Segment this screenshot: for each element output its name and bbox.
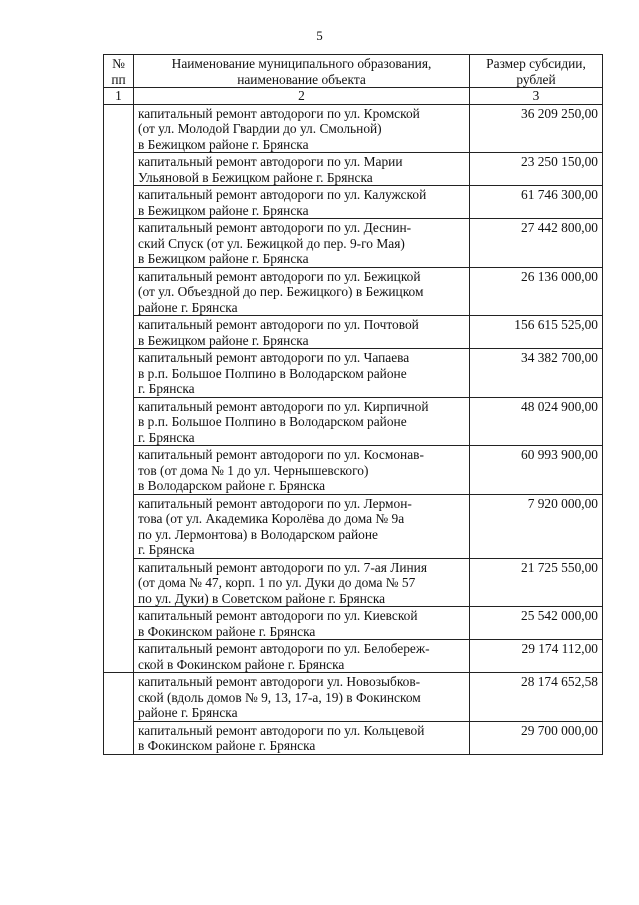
subsidy-amount-cell: 156 615 525,00 (470, 316, 603, 349)
object-name-line: капитальный ремонт автодороги ул. Новозыбков- (138, 674, 421, 689)
header-amount-line: рублей (516, 71, 556, 87)
object-name-cell (134, 267, 470, 316)
object-name-line: тов (от дома № 1 до ул. Чернышевского) (138, 462, 369, 478)
object-name-line: районе г. Брянска (138, 705, 238, 720)
table-row (104, 219, 603, 268)
subsidy-amount-cell: 60 993 900,00 (470, 446, 603, 495)
header-amount (470, 55, 603, 88)
object-name-cell (134, 640, 470, 673)
table-row (104, 267, 603, 316)
object-name-cell (134, 219, 470, 268)
object-name-line: в Бежицком районе г. Брянска (138, 136, 309, 152)
object-name-line: Ульяновой в Бежицком районе г. Брянска (138, 169, 373, 185)
object-name-cell (134, 446, 470, 495)
object-name-line: капитальный ремонт автодороги по ул. Почтовой (138, 317, 419, 332)
object-name-line: капитальный ремонт автодороги по ул. Бежицкой (138, 268, 421, 284)
object-name-line: капитальный ремонт автодороги по ул. Кирпичной (138, 398, 429, 414)
object-name-line: по ул. Лермонтова) в Володарском районе (138, 526, 378, 542)
object-name-line: (от ул. Молодой Гвардии до ул. Смольной) (138, 121, 382, 136)
object-name-cell (134, 558, 470, 607)
object-name-cell (134, 397, 470, 446)
object-name-line: в р.п. Большое Полпино в Володарском районе (138, 414, 407, 429)
object-name-line: в Бежицком районе г. Брянска (138, 202, 309, 218)
subsidy-amount-cell: 61 746 300,00 (470, 186, 603, 219)
subsidy-table (103, 54, 603, 755)
object-name-line: г. Брянска (138, 429, 195, 445)
object-name-line: капитальный ремонт автодороги по ул. Кольцевой (138, 722, 425, 738)
subsidy-amount-cell: 26 136 000,00 (470, 267, 603, 316)
subsidy-amount-cell: 36 209 250,00 (470, 104, 603, 153)
object-name-line: капитальный ремонт автодороги по ул. Лермон- (138, 495, 412, 511)
object-name-line: ский Спуск (от ул. Бежицкой до пер. 9-го Мая) (138, 235, 405, 251)
column-index: 3 (470, 88, 603, 105)
header-num-line: пп (111, 71, 126, 87)
table-row (104, 558, 603, 607)
object-name-line: г. Брянска (138, 381, 195, 396)
object-name-cell (134, 186, 470, 219)
column-index: 1 (104, 88, 134, 105)
table-body (104, 104, 603, 754)
subsidy-amount-cell: 23 250 150,00 (470, 153, 603, 186)
object-name-line: ской в Фокинском районе г. Брянска (138, 656, 345, 672)
header-name (134, 55, 470, 88)
object-name-line: в Бежицком районе г. Брянска (138, 251, 309, 266)
column-index: 2 (134, 88, 470, 105)
header-amount-line: Размер субсидии, (486, 56, 586, 71)
table-row (104, 153, 603, 186)
subsidy-amount-cell: 34 382 700,00 (470, 349, 603, 398)
object-name-line: капитальный ремонт автодороги по ул. Калужской (138, 187, 427, 202)
table-row (104, 349, 603, 398)
header-name-line: Наименование муниципального образования, (171, 56, 432, 71)
object-name-cell (134, 607, 470, 640)
object-name-line: капитальный ремонт автодороги по ул. Космонав- (138, 447, 424, 462)
object-name-line: г. Брянска (138, 542, 195, 557)
object-name-line: капитальный ремонт автодороги по ул. Киевской (138, 608, 418, 623)
table-row (104, 721, 603, 754)
subsidy-amount-cell: 48 024 900,00 (470, 397, 603, 446)
table-row (104, 494, 603, 558)
object-name-line: капитальный ремонт автодороги по ул. Кромской (138, 105, 420, 121)
object-name-line: в Бежицком районе г. Брянска (138, 332, 309, 348)
object-name-cell (134, 316, 470, 349)
table-row (104, 316, 603, 349)
object-name-line: (от дома № 47, корп. 1 по ул. Дуки до дома № 57 (138, 575, 416, 590)
table-row (104, 673, 603, 722)
object-name-cell (134, 349, 470, 398)
table-row (104, 186, 603, 219)
header-name-line: наименование объекта (237, 71, 366, 87)
object-name-line: капитальный ремонт автодороги по ул. Чапаева (138, 350, 410, 365)
object-name-line: ской (вдоль домов № 9, 13, 17-а, 19) в Фокинском (138, 689, 421, 705)
table-row (104, 446, 603, 495)
column-index-row (104, 88, 603, 105)
subsidy-amount-cell: 29 700 000,00 (470, 721, 603, 754)
row-number-cell (104, 673, 134, 755)
object-name-line: в Фокинском районе г. Брянска (138, 738, 316, 753)
object-name-line: районе г. Брянска (138, 299, 238, 315)
object-name-line: капитальный ремонт автодороги по ул. Белобереж- (138, 641, 430, 656)
subsidy-amount-cell: 21 725 550,00 (470, 558, 603, 607)
page-number: 5 (316, 28, 323, 43)
object-name-line: (от ул. Объездной до пер. Бежицкого) в Бежицком (138, 284, 424, 299)
subsidy-amount-cell: 29 174 112,00 (470, 640, 603, 673)
subsidy-amount-cell: 28 174 652,58 (470, 673, 603, 722)
object-name-cell (134, 673, 470, 722)
table-row (104, 640, 603, 673)
object-name-cell (134, 494, 470, 558)
object-name-line: капитальный ремонт автодороги по ул. 7-ая Линия (138, 559, 427, 575)
table-row (104, 607, 603, 640)
object-name-cell (134, 721, 470, 754)
object-name-line: в р.п. Большое Полпино в Володарском районе (138, 365, 407, 381)
header-num-line: № (112, 56, 125, 71)
table-row (104, 104, 603, 153)
object-name-cell (134, 153, 470, 186)
object-name-line: в Володарском районе г. Брянска (138, 478, 326, 493)
subsidy-amount-cell: 7 920 000,00 (470, 494, 603, 558)
object-name-line: това (от ул. Академика Королёва до дома № 9а (138, 511, 405, 526)
object-name-line: капитальный ремонт автодороги по ул. Марии (138, 154, 403, 169)
object-name-cell (134, 104, 470, 153)
row-number-cell (104, 104, 134, 673)
subsidy-amount-cell: 27 442 800,00 (470, 219, 603, 268)
object-name-line: в Фокинском районе г. Брянска (138, 623, 316, 639)
object-name-line: капитальный ремонт автодороги по ул. Деснин- (138, 220, 412, 235)
table-row (104, 397, 603, 446)
header-num (104, 55, 134, 88)
object-name-line: по ул. Дуки) в Советском районе г. Брянска (138, 590, 386, 606)
subsidy-amount-cell: 25 542 000,00 (470, 607, 603, 640)
table-header-row (104, 55, 603, 88)
